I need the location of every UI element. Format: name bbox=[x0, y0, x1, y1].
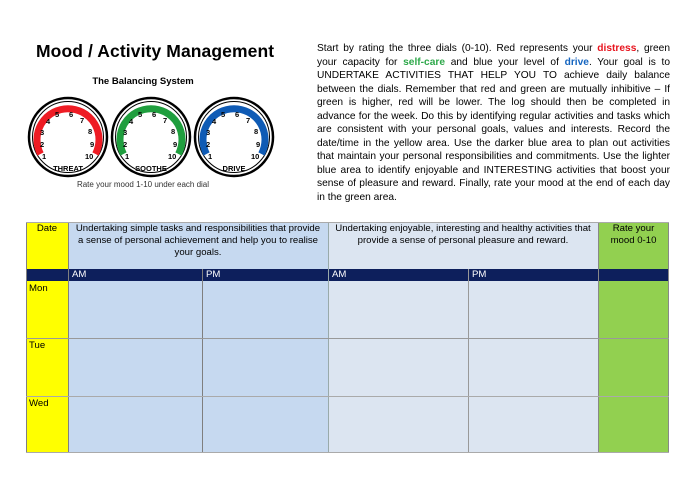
grid-line bbox=[26, 452, 669, 453]
threat-dial-icon bbox=[27, 96, 109, 178]
svg-text:7: 7 bbox=[246, 116, 251, 125]
mon-resp-am-cell[interactable] bbox=[68, 281, 202, 338]
svg-text:8: 8 bbox=[171, 127, 176, 136]
pleasure-header: Undertaking enjoyable, interesting and healthy activities that provide a sense of personal pleasure and reward. bbox=[328, 222, 598, 269]
mon-mood-cell[interactable] bbox=[598, 281, 669, 338]
svg-text:5: 5 bbox=[221, 110, 226, 119]
svg-text:3: 3 bbox=[123, 128, 128, 137]
intro-text: and blue your level of bbox=[445, 56, 565, 68]
dial-caption: Rate your mood 1-10 under each dial bbox=[76, 180, 210, 189]
grid-line bbox=[26, 396, 669, 397]
mon-pleas-am-cell[interactable] bbox=[328, 281, 468, 338]
svg-text:5: 5 bbox=[138, 110, 143, 119]
day-label-mon: Mon bbox=[26, 281, 68, 338]
day-label-wed: Wed bbox=[26, 396, 68, 453]
grid-line bbox=[26, 222, 669, 223]
intro-text: . Your goal is to UNDERTAKE ACTIVITIES THAT HELP YOU TO achieve daily balance between the dials. Remember that red and green are mutually inhibitive – If green is higher, red will be lower. The log should then be completed in advance for the week. Do this by identifying regular activities and tasks which are consistent with your personal goals, values and interests. Record the date/time in the yellow area. Use the darker blue area to plan out activities that maintain your personal responsibilities and commitments. Use the lighter blue area to identify enjoyable and INTERESTING activities that boost your sense of pleasure and reward. Finally, rate your mood at the end of each day in the green area. bbox=[317, 56, 670, 204]
svg-text:DRIVE: DRIVE bbox=[222, 164, 246, 173]
svg-text:1: 1 bbox=[208, 152, 213, 161]
pleas-pm-label: PM bbox=[468, 269, 598, 281]
svg-text:5: 5 bbox=[55, 110, 60, 119]
pleas-am-label: AM bbox=[328, 269, 468, 281]
svg-text:3: 3 bbox=[40, 128, 45, 137]
wed-resp-am-cell[interactable] bbox=[68, 396, 202, 453]
responsibilities-header: Undertaking simple tasks and responsibilities that provide a sense of personal achievement and help you to realise your goals. bbox=[68, 222, 328, 269]
svg-text:9: 9 bbox=[256, 140, 261, 149]
svg-text:2: 2 bbox=[123, 140, 128, 149]
instructions-paragraph bbox=[317, 42, 670, 205]
svg-text:1: 1 bbox=[42, 152, 47, 161]
svg-text:3: 3 bbox=[206, 128, 211, 137]
svg-text:6: 6 bbox=[152, 110, 157, 119]
wed-pleas-pm-cell[interactable] bbox=[468, 396, 598, 453]
intro-text: , green your capacity for bbox=[317, 43, 670, 68]
intro-text: Start by rating the three dials (0-10). Red represents your bbox=[317, 43, 598, 54]
tue-pleas-am-cell[interactable] bbox=[328, 338, 468, 396]
wed-pleas-am-cell[interactable] bbox=[328, 396, 468, 453]
wed-resp-pm-cell[interactable] bbox=[202, 396, 328, 453]
svg-text:2: 2 bbox=[206, 140, 211, 149]
svg-text:2: 2 bbox=[40, 140, 45, 149]
svg-text:7: 7 bbox=[80, 116, 85, 125]
grid-line bbox=[202, 269, 203, 453]
svg-text:9: 9 bbox=[90, 140, 95, 149]
activity-log-table bbox=[26, 222, 669, 453]
selfcare-keyword: self-care bbox=[403, 56, 446, 68]
drive-dial bbox=[193, 96, 275, 178]
svg-text:4: 4 bbox=[129, 117, 134, 126]
resp-am-label: AM bbox=[68, 269, 202, 281]
svg-text:6: 6 bbox=[69, 110, 74, 119]
svg-text:10: 10 bbox=[251, 152, 260, 161]
soothe-dial bbox=[110, 96, 192, 178]
date-header: Date bbox=[26, 222, 68, 269]
svg-text:9: 9 bbox=[173, 140, 178, 149]
soothe-dial-icon bbox=[110, 96, 192, 178]
grid-line bbox=[26, 338, 669, 339]
svg-text:8: 8 bbox=[88, 127, 93, 136]
threat-dial bbox=[27, 96, 109, 178]
grid-line bbox=[468, 269, 469, 453]
svg-text:1: 1 bbox=[125, 152, 130, 161]
svg-text:4: 4 bbox=[46, 117, 51, 126]
mood-header: Rate your mood 0-10 bbox=[598, 222, 669, 269]
distress-keyword: distress bbox=[597, 43, 637, 54]
mon-pleas-pm-cell[interactable] bbox=[468, 281, 598, 338]
svg-text:7: 7 bbox=[163, 116, 168, 125]
tue-resp-am-cell[interactable] bbox=[68, 338, 202, 396]
page-title: Mood / Activity Management bbox=[36, 41, 275, 61]
svg-text:4: 4 bbox=[212, 117, 217, 126]
drive-dial-icon bbox=[193, 96, 275, 178]
drive-keyword: drive bbox=[564, 56, 589, 68]
svg-text:8: 8 bbox=[254, 127, 259, 136]
tue-mood-cell[interactable] bbox=[598, 338, 669, 396]
mon-resp-pm-cell[interactable] bbox=[202, 281, 328, 338]
svg-text:10: 10 bbox=[85, 152, 94, 161]
balancing-system-subtitle: The Balancing System bbox=[92, 76, 194, 87]
svg-text:THREAT: THREAT bbox=[53, 164, 83, 173]
svg-text:6: 6 bbox=[235, 110, 240, 119]
svg-text:SOOTHE: SOOTHE bbox=[135, 164, 167, 173]
wed-mood-cell[interactable] bbox=[598, 396, 669, 453]
tue-resp-pm-cell[interactable] bbox=[202, 338, 328, 396]
svg-text:10: 10 bbox=[168, 152, 177, 161]
resp-pm-label: PM bbox=[202, 269, 328, 281]
day-label-tue: Tue bbox=[26, 338, 68, 396]
tue-pleas-pm-cell[interactable] bbox=[468, 338, 598, 396]
